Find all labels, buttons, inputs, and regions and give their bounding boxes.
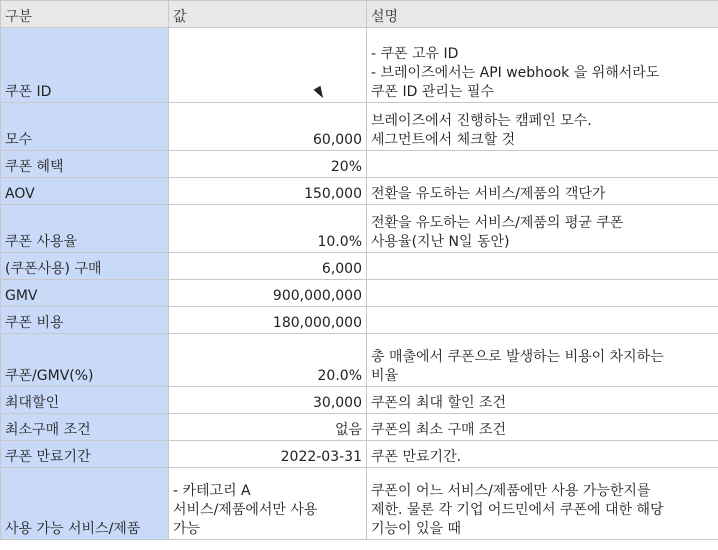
cell-value[interactable]: 900,000,000 [169, 280, 367, 307]
table-row [1, 468, 718, 540]
cell-value[interactable]: 20% [169, 151, 367, 178]
description-line: 사용율(지난 N일 동안) [371, 234, 510, 250]
cell-value[interactable] [169, 28, 367, 103]
cell-label[interactable]: 최소구매 조건 [1, 414, 169, 441]
description-line: 기능이 있을 때 [371, 521, 462, 537]
cell-description[interactable] [367, 28, 718, 103]
table-row [1, 387, 718, 414]
table-row [1, 307, 718, 334]
cell-label[interactable]: 쿠폰 사용율 [1, 205, 169, 253]
table-row [1, 441, 718, 468]
cell-description[interactable] [367, 468, 718, 540]
table-row [1, 151, 718, 178]
cell-label[interactable]: GMV [1, 280, 169, 307]
cell-label[interactable]: 쿠폰 혜택 [1, 151, 169, 178]
description-line: 비율 [371, 368, 399, 384]
cell-label[interactable]: AOV [1, 178, 169, 205]
cell-label[interactable]: 쿠폰/GMV(%) [1, 334, 169, 387]
cell-value[interactable]: 150,000 [169, 178, 367, 205]
cell-value[interactable]: 180,000,000 [169, 307, 367, 334]
table-row [1, 414, 718, 441]
description-line: - 브레이즈에서는 API webhook 을 위해서라도 [371, 65, 660, 81]
cell-description[interactable]: 전환을 유도하는 서비스/제품의 객단가 [367, 178, 718, 205]
cell-value[interactable] [169, 468, 367, 540]
description-line: 전환을 유도하는 서비스/제품의 평균 쿠폰 [371, 215, 624, 231]
table-row [1, 178, 718, 205]
cell-value[interactable]: 10.0% [169, 205, 367, 253]
description-line: 브레이즈에서 진행하는 캠페인 모수. [371, 113, 592, 129]
cell-description[interactable] [367, 280, 718, 307]
table-row [1, 28, 718, 103]
table-row [1, 334, 718, 387]
cell-label[interactable]: 쿠폰 비용 [1, 307, 169, 334]
table-row [1, 103, 718, 151]
cell-description[interactable]: 쿠폰의 최대 할인 조건 [367, 387, 718, 414]
description-line: 세그먼트에서 체크할 것 [371, 132, 516, 148]
cell-description[interactable] [367, 151, 718, 178]
table-row [1, 280, 718, 307]
cell-description[interactable] [367, 205, 718, 253]
description-line: 쿠폰이 어느 서비스/제품에만 사용 가능한지를 [371, 483, 651, 499]
cell-label[interactable]: 최대할인 [1, 387, 169, 414]
cell-label[interactable]: (쿠폰사용) 구매 [1, 253, 169, 280]
cell-value[interactable]: 없음 [169, 414, 367, 441]
cell-value[interactable]: 20.0% [169, 334, 367, 387]
description-line: 총 매출에서 쿠폰으로 발생하는 비용이 차지하는 [371, 349, 664, 365]
header-cell-description[interactable]: 설명 [367, 1, 718, 28]
table-row [1, 253, 718, 280]
value-line: - 카테고리 A [173, 483, 251, 499]
value-line: 서비스/제품에서만 사용 [173, 502, 318, 518]
cell-description[interactable] [367, 253, 718, 280]
description-line: 제한. 물론 각 기업 어드민에서 쿠폰에 대한 해당 [371, 502, 664, 518]
value-line: 가능 [173, 521, 201, 537]
header-row [1, 1, 718, 28]
cell-description[interactable] [367, 334, 718, 387]
cell-label[interactable]: 쿠폰 만료기간 [1, 441, 169, 468]
header-cell-category[interactable]: 구분 [1, 1, 169, 28]
cell-value[interactable]: 60,000 [169, 103, 367, 151]
cell-label[interactable]: 모수 [1, 103, 169, 151]
cell-value[interactable]: 6,000 [169, 253, 367, 280]
cell-value[interactable]: 2022-03-31 [169, 441, 367, 468]
table-row [1, 205, 718, 253]
description-line: - 쿠폰 고유 ID [371, 46, 459, 62]
cell-value[interactable]: 30,000 [169, 387, 367, 414]
cell-description[interactable]: 쿠폰의 최소 구매 조건 [367, 414, 718, 441]
cell-description[interactable] [367, 307, 718, 334]
cell-label[interactable]: 쿠폰 ID [1, 28, 169, 103]
description-line: 쿠폰 ID 관리는 필수 [371, 84, 494, 100]
cell-description[interactable] [367, 103, 718, 151]
header-cell-value[interactable]: 값 [169, 1, 367, 28]
cell-label[interactable]: 사용 가능 서비스/제품 [1, 468, 169, 540]
cell-description[interactable]: 쿠폰 만료기간. [367, 441, 718, 468]
